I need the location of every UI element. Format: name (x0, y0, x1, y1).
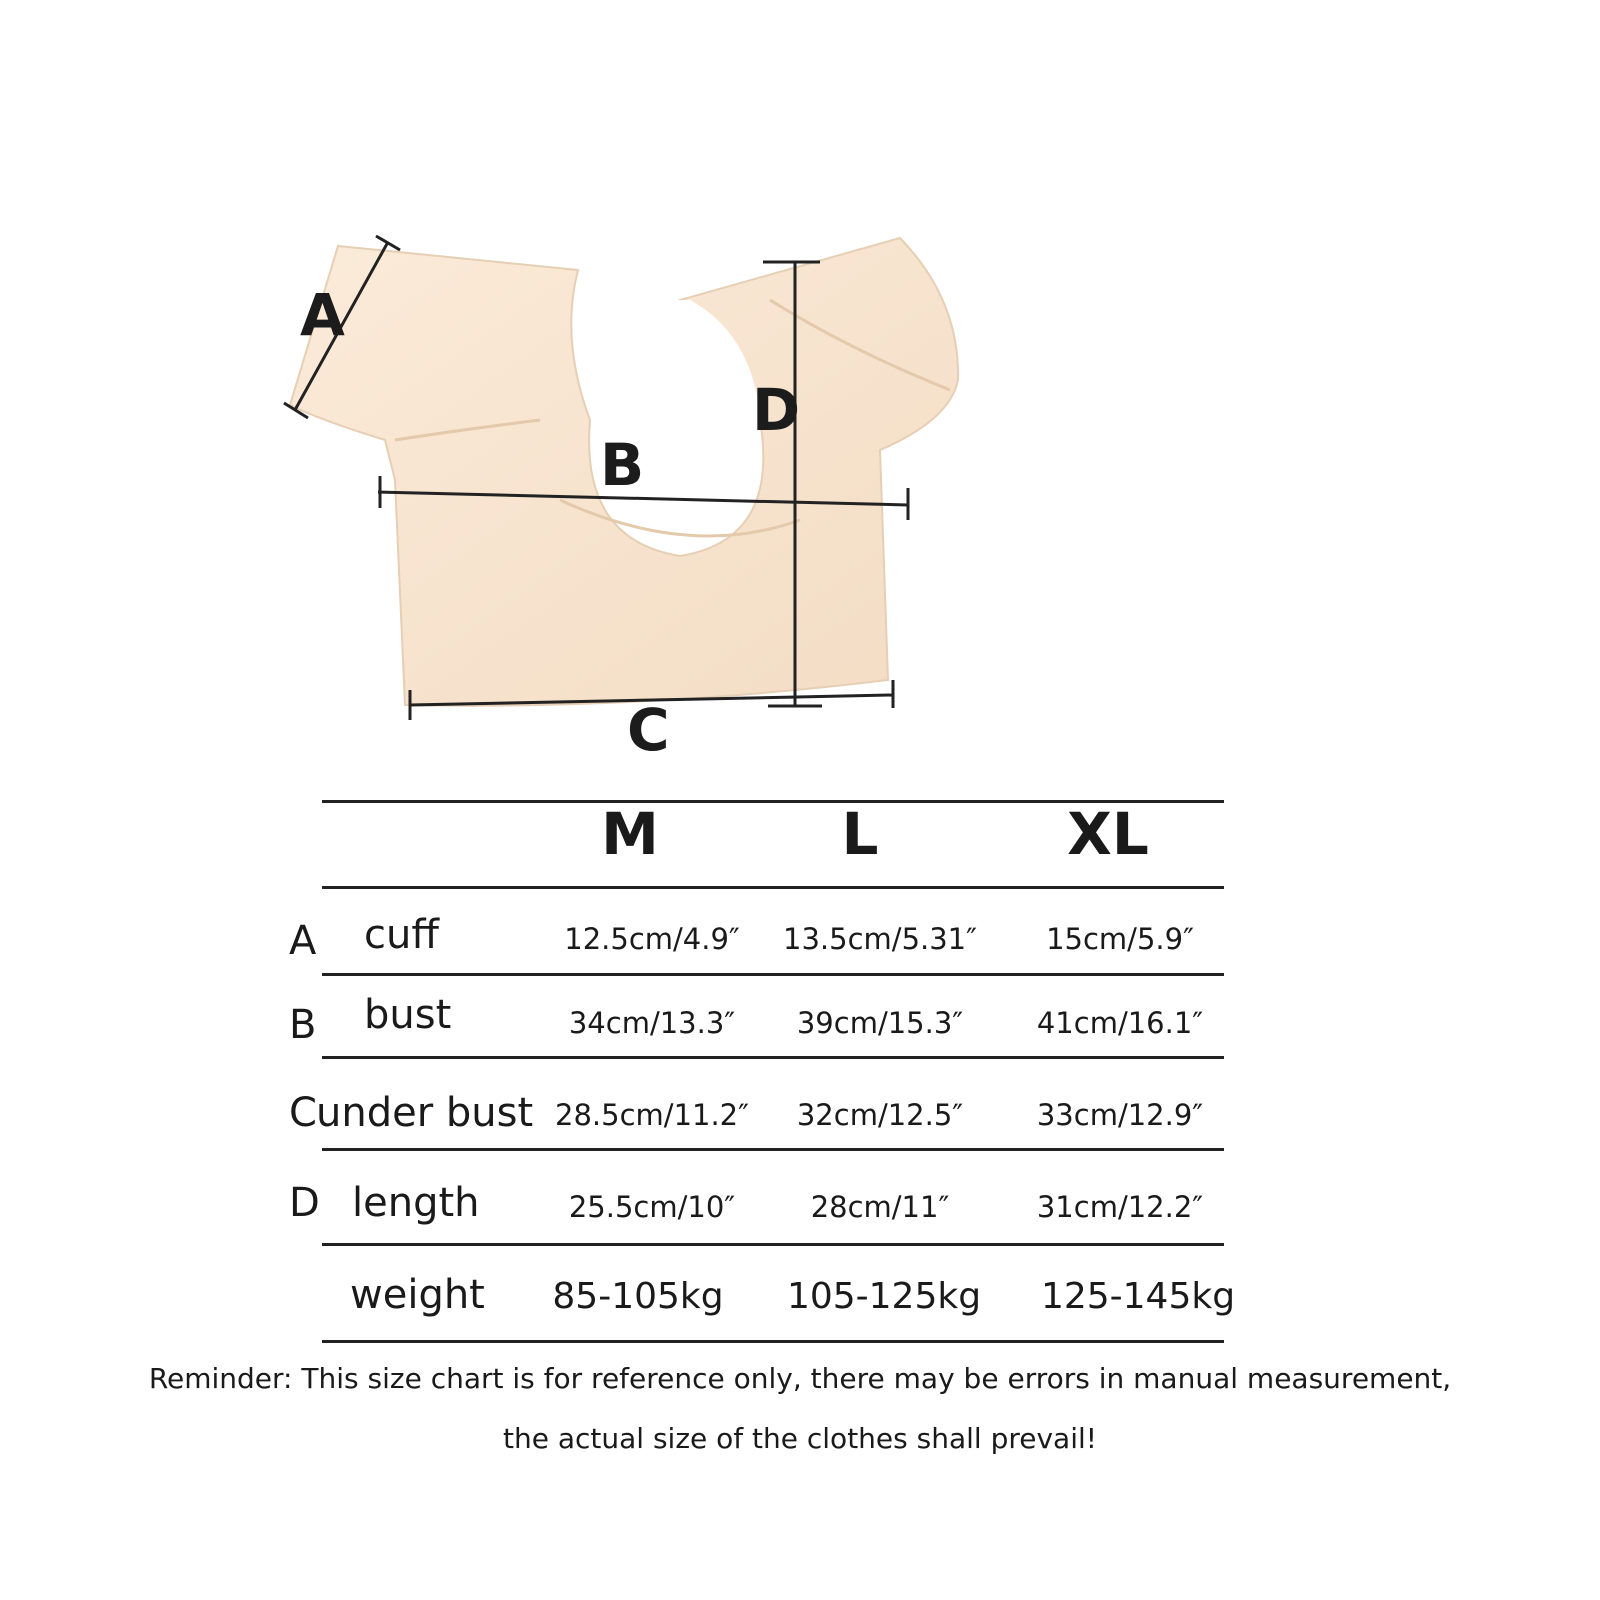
table-cell: 85-105kg (552, 1276, 724, 1317)
table-rule (322, 973, 1224, 976)
size-header-l: L (841, 800, 879, 868)
table-cell: 125-145kg (1040, 1276, 1236, 1317)
table-rule (322, 1340, 1224, 1343)
reminder-line-2: the actual size of the clothes shall prevail! (502, 1422, 1097, 1455)
row-letter: C (289, 1090, 317, 1136)
table-cell: 25.5cm/10″ (568, 1190, 736, 1224)
row-label-cuff: cuff (364, 912, 439, 958)
table-cell: 39cm/15.3″ (796, 1006, 964, 1040)
table-rule (322, 886, 1224, 889)
row-label-weight: weight (350, 1272, 485, 1318)
table-cell: 32cm/12.5″ (796, 1098, 964, 1132)
dimension-label-b: B (600, 431, 645, 499)
dimension-label-c: C (627, 696, 670, 760)
row-label-length: length (352, 1180, 480, 1226)
table-cell: 28.5cm/11.2″ (555, 1098, 749, 1132)
dimension-label-d: D (752, 376, 801, 444)
table-cell: 13.5cm/5.31″ (783, 922, 977, 956)
table-cell: 28cm/11″ (810, 1190, 950, 1224)
table-cell: 12.5cm/4.9″ (564, 922, 740, 956)
row-letter: A (289, 918, 317, 964)
table-cell: 41cm/16.1″ (1036, 1006, 1204, 1040)
dimension-label-a: A (300, 281, 345, 349)
row-label-under-bust: under bust (316, 1090, 534, 1136)
garment-diagram (0, 0, 1600, 760)
table-cell: 15cm/5.9″ (1046, 922, 1194, 956)
table-rule (322, 1056, 1224, 1059)
table-cell: 31cm/12.2″ (1036, 1190, 1204, 1224)
table-rule (322, 1243, 1224, 1246)
table-cell: 34cm/13.3″ (568, 1006, 736, 1040)
table-rule (322, 1148, 1224, 1151)
table-cell: 33cm/12.9″ (1036, 1098, 1204, 1132)
table-cell: 105-125kg (786, 1276, 982, 1317)
row-label-bust: bust (364, 992, 452, 1038)
row-letter: B (289, 1002, 317, 1048)
row-letter: D (289, 1180, 320, 1226)
reminder-line-1: Reminder: This size chart is for reference only, there may be errors in manual measurement, (148, 1362, 1452, 1395)
size-header-xl: XL (1067, 800, 1149, 868)
size-header-m: M (601, 800, 659, 868)
